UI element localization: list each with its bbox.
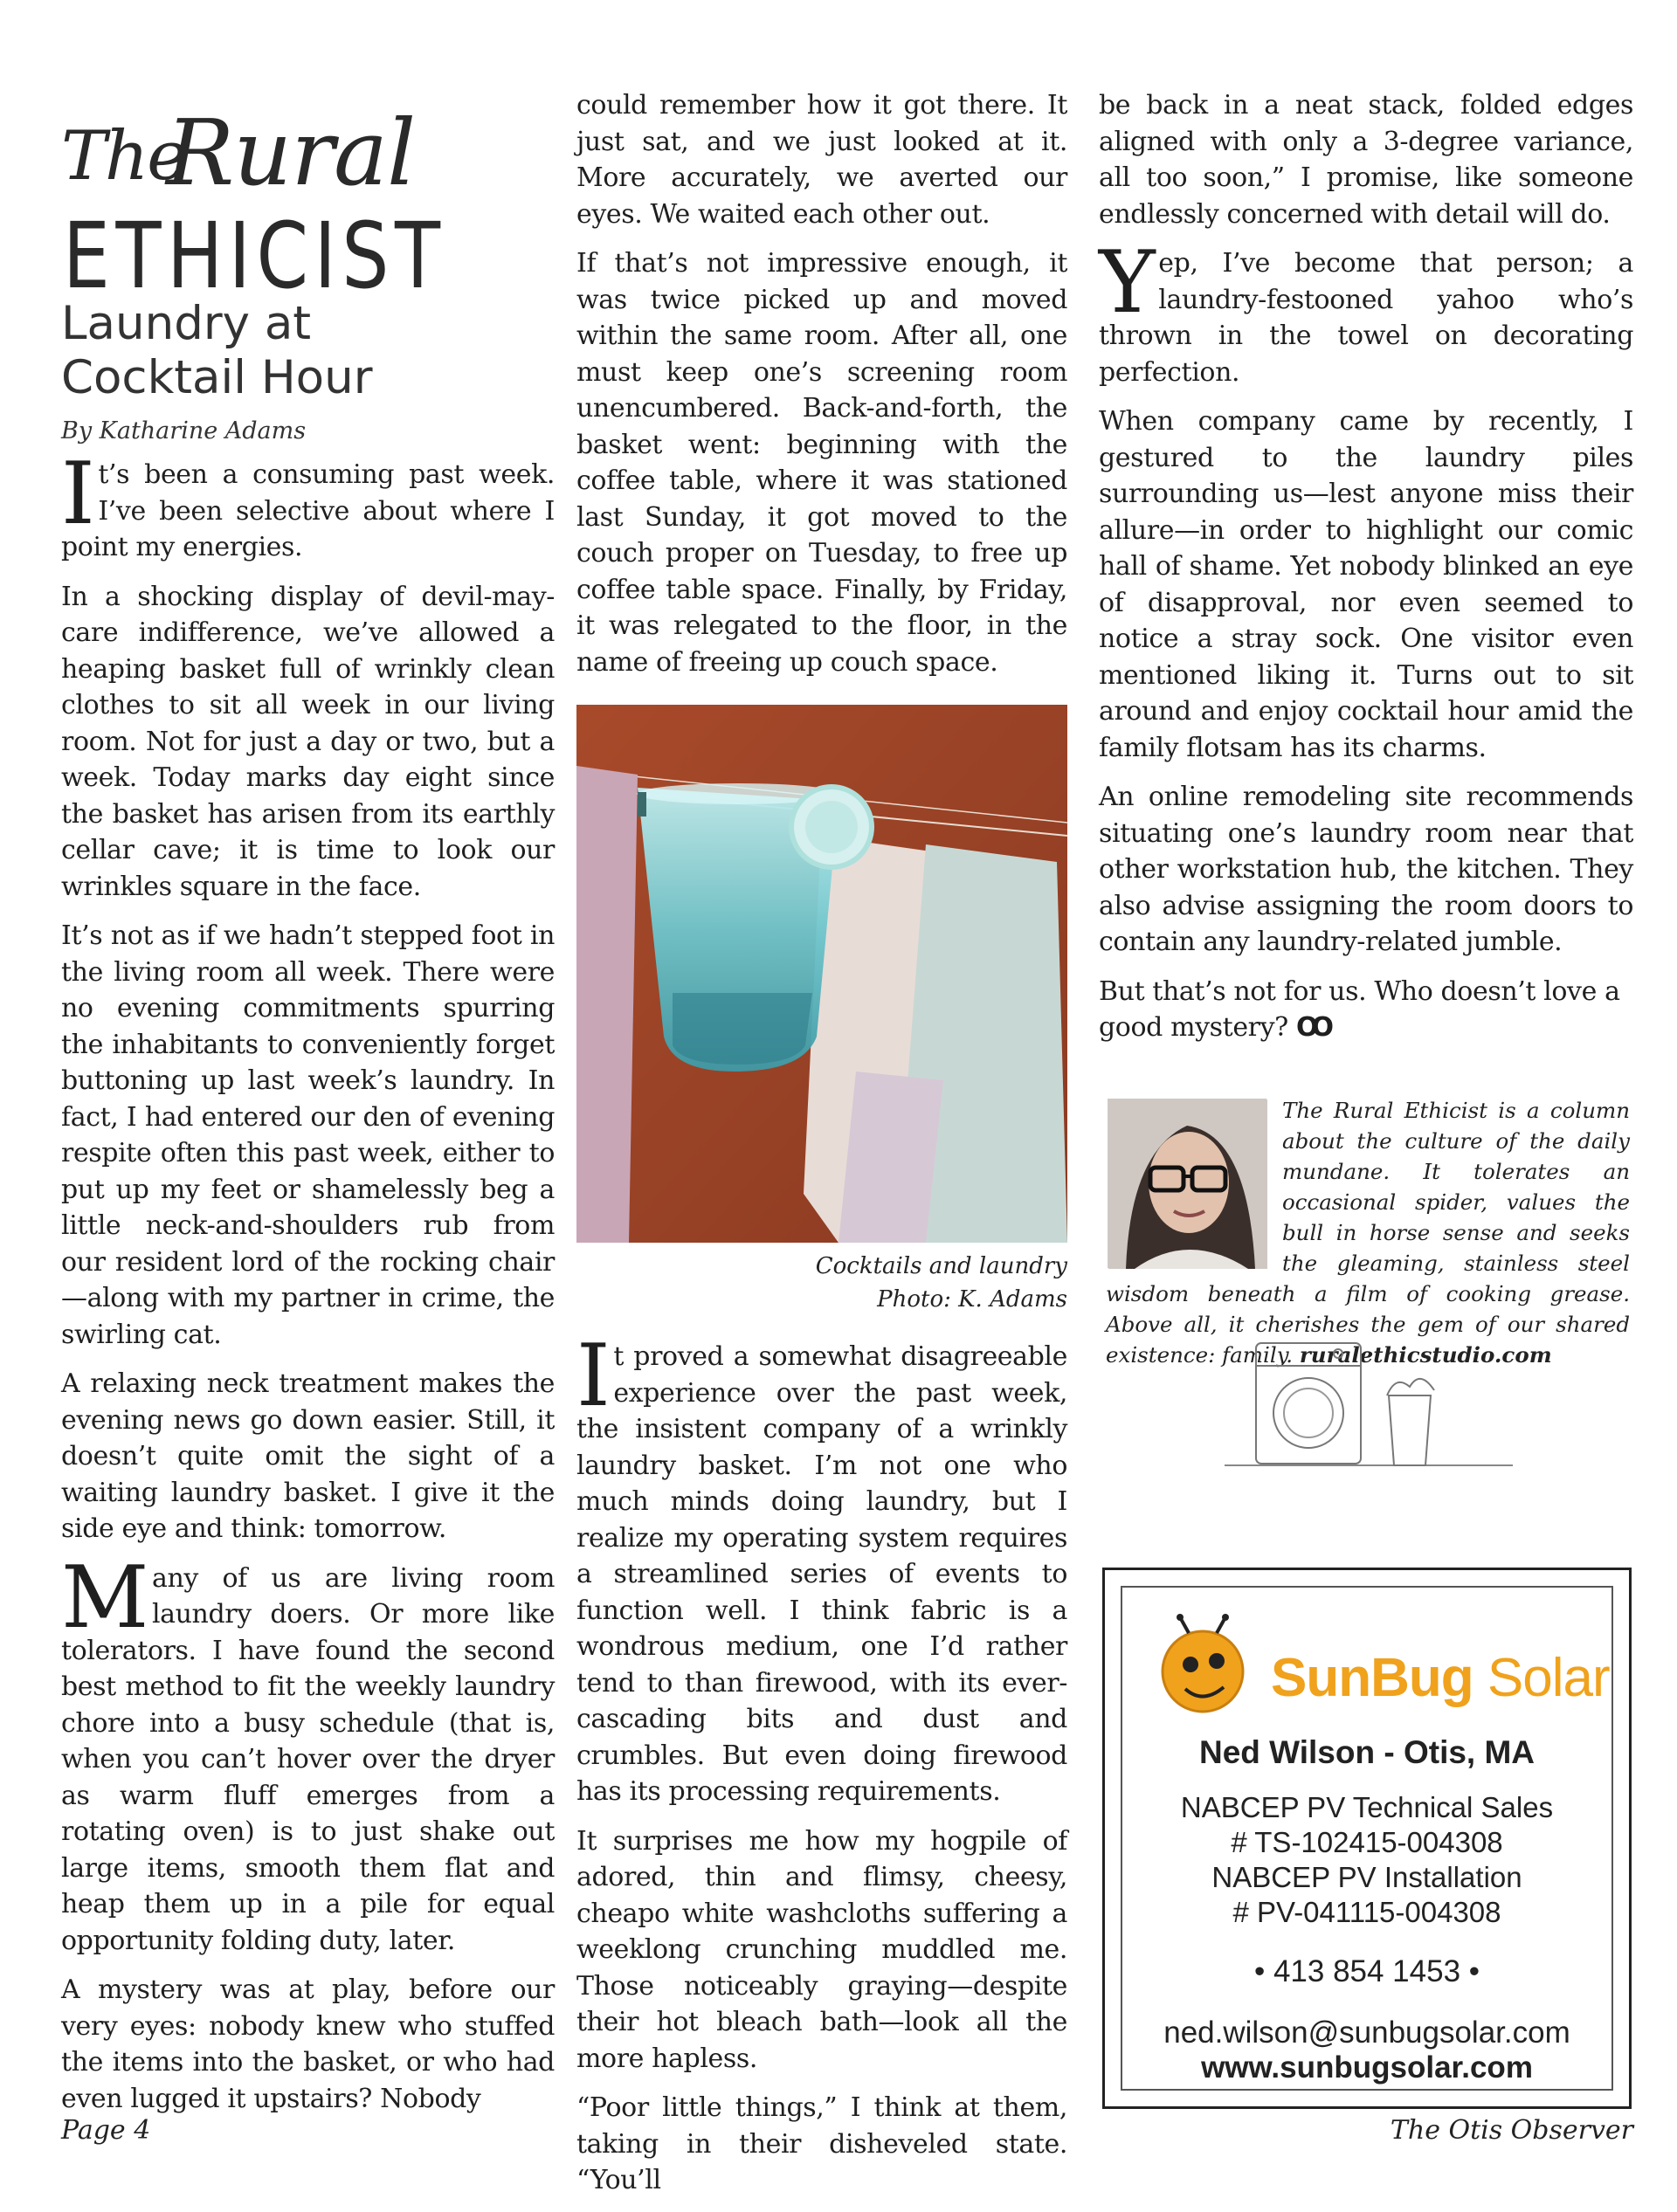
caption-line-1: Cocktails and laundry (815, 1253, 1067, 1279)
masthead-ethicist: ETHICIST (63, 203, 446, 309)
cert-line: NABCEP PV Installation (1211, 1861, 1522, 1893)
column-3 (1099, 87, 1633, 1370)
column-2 (576, 87, 1067, 2212)
paragraph: A mystery was at play, before our very eyes: nobody knew who stuffed the items into the basket, or who had even lugged it upstairs? Nobody (61, 1974, 555, 2114)
paragraph: It’s been a consuming past week. I’ve been selective about where I point my energies. (61, 444, 555, 562)
ad-contact-name: Ned Wilson - Otis, MA (1198, 1734, 1536, 1770)
closing-text: But that’s not for us. Who doesn’t love a good mystery? (1099, 975, 1620, 1043)
paragraph: Many of us are living room laundry doers. Or more like tolerators. I have found the second best method to fit the weekly laundry chore into a busy schedule (that is, when you can’t hover over the dryer as warm fluff emerges from a rotating oven) is to just shake out large items, smooth them flat and heap them up in a pile for equal opportunity folding duty, later. (61, 1547, 555, 1956)
ad-email-link[interactable]: ned.wilson@sunbugsolar.com (1163, 2016, 1570, 2050)
photo-caption (576, 1250, 1067, 1316)
byline: By Katharine Adams (61, 417, 307, 444)
paragraph: be back in a neat stack, folded edges aligned with only a 3-degree variance, all too soon,” I promise, like someone endlessly concerned with detail will do. (1099, 90, 1633, 230)
ad-certifications (1122, 1790, 1611, 1930)
cert-line: # TS-102415-004308 (1231, 1826, 1503, 1858)
ad-inner-frame (1121, 1586, 1613, 2091)
ad-website-link[interactable]: www.sunbugsolar.com (1201, 2050, 1533, 2085)
paragraph: could remember how it got there. It just sat, and we just looked at it. More accurately, we averted our eyes. We waited each other out. (576, 90, 1067, 230)
sunbug-solar-ad (1102, 1568, 1632, 2109)
paragraph: When company came by recently, I gestured to the laundry piles surrounding us—lest anyone miss their allure—in order to highlight our comic hall of shame. Yet nobody blinked an eye of disapproval, nor even seemed to notice a stray sock. One visitor even mentioned liking it. Turns out to sit around and enjoy cocktail hour amid the family flotsam has its charms. (1099, 406, 1633, 763)
end-mark-icon: OO (1295, 1012, 1327, 1043)
paragraph: It proved a somewhat disagreeable experience over the past week, the insistent company of a wrinkly laundry basket. I’m not one who much minds doing laundry, but I realize my operating system requires a streamlined series of events to function well. I think fabric is a wondrous medium, one I’d rather tend to than firewood, with its ever-cascading bits and dust and crumbles. But even doing firewood has its processing requirements. (576, 1327, 1067, 1807)
paragraph: If that’s not impressive enough, it was twice picked up and moved within the same room. After all, one must keep one’s screening room unencumbered. Back-and-forth, the basket went: beginning with the coffee table, where it was stationed last Sunday, it got moved to the couch proper on Tuesday, to free up coffee table space. Finally, by Friday, it was relegated to the floor, in the name of freeing up couch space. (576, 248, 1067, 678)
bio-text: The Rural Ethicist is a column about the culture of the daily mundane. It tolerates an occasional spider, values the bull in horse sense and seeks the gleaming, stainless steel wisdom beneath a film of cooking grease. Above all, it cherishes the gem of our shared existence: family. (1106, 1097, 1630, 1368)
masthead (61, 87, 555, 309)
paragraph: An online remodeling site recommends situating one’s laundry room near that other workstation hub, the kitchen. They also advise assigning the room doors to contain any laundry-related jumble. (1099, 782, 1633, 957)
masthead-the: The (61, 117, 186, 196)
page-number: Page 4 (61, 2115, 151, 2146)
washer-illustration (1225, 1326, 1513, 1476)
column-1 (61, 87, 555, 2130)
ad-phone[interactable]: • 413 854 1453 • (1253, 1954, 1480, 1988)
caption-line-2: Photo: K. Adams (877, 1286, 1067, 1313)
paragraph: A relaxing neck treatment makes the evening news go down easier. Still, it doesn’t quite omit the sight of a waiting laundry basket. I give it the side eye and think: tomorrow. (61, 1368, 555, 1544)
paragraph: It’s not as if we hadn’t stepped foot in the living room all week. There were no evening commitments spurring the inhabitants to conveniently forget buttoning up last week’s laundry. In fact, I had entered our den of evening respite often this past week, either to put up my feet or shamelessly beg a little neck-and-shoulders rub from our resident lord of the rocking chair—along with my partner in crime, the swirling cat. (61, 920, 555, 1350)
paragraph: “Poor little things,” I think at them, taking in their disheveled state. “You’ll (576, 2092, 1067, 2195)
cert-line: # PV-041115-004308 (1232, 1896, 1501, 1928)
paragraph (1099, 974, 1633, 1046)
headline-line-2: Cocktail Hour (61, 351, 373, 404)
paragraph: In a shocking display of devil-may-care indifference, we’ve allowed a heaping basket full of wrinkly clean clothes to sit all week in our living room. Not for just a day or two, but a week. Today marks day eight since the basket has arisen from its earthly cellar cave; it is time to look our wrinkles square in the face. (61, 581, 555, 902)
paragraph: Yep, I’ve become that person; a laundry-festooned yahoo who’s thrown in the towel on decorating perfection. (1099, 233, 1633, 388)
headline (61, 297, 555, 405)
cocktail-laundry-photo (576, 705, 1067, 1243)
sunbug-logo (1140, 1614, 1629, 1719)
brand-light: Solar (1487, 1648, 1610, 1708)
masthead-rural: Rural (166, 100, 416, 206)
brand-bold: SunBug (1271, 1648, 1473, 1708)
author-portrait (1108, 1099, 1266, 1268)
headline-line-1: Laundry at (61, 297, 312, 350)
cert-line: NABCEP PV Technical Sales (1180, 1791, 1554, 1823)
brand-name (1271, 1647, 1610, 1709)
publication-name: The Otis Observer (1390, 2115, 1633, 2146)
paragraph: It surprises me how my hogpile of adored, thin and flimsy, cheesy, cheapo white washcloths suffering a weeklong crunching muddled me. Those noticeably graying—despite their hot bleach bath—look all the more hapless. (576, 1825, 1067, 2074)
bio-website-link[interactable]: ruralethicstudio.com (1299, 1341, 1552, 1368)
